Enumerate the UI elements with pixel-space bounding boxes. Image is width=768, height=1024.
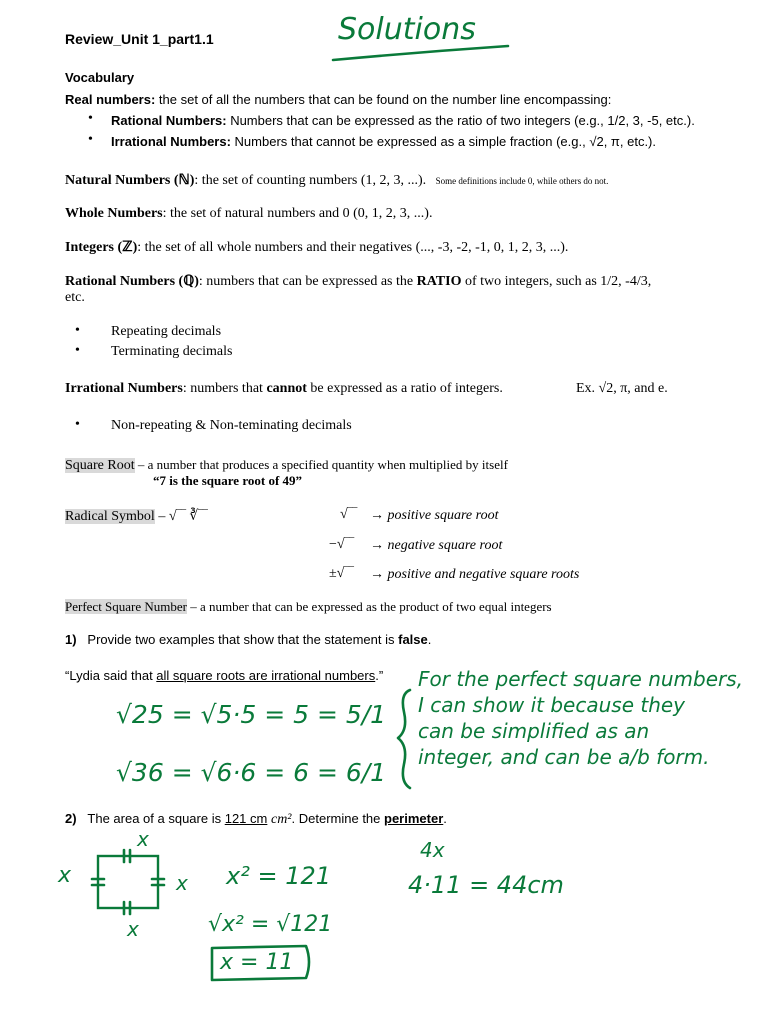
question-1-number: 1): [65, 632, 77, 647]
plusminus-root-text: → positive and negative square roots: [370, 567, 580, 582]
question-1-text-b: .: [427, 632, 432, 647]
page-title: Review_Unit 1_part1.1: [65, 31, 214, 47]
question-1-false-word: false: [398, 632, 428, 647]
irrational-vocab-label: Irrational Numbers:: [111, 134, 231, 149]
square-root-example: “7 is the square root of 49”: [153, 473, 303, 488]
handwritten-equation-36: √36 = √6·6 = 6 = 6/1: [116, 758, 387, 787]
square-root-label: Square Root: [65, 458, 135, 473]
question-1-text-a: Provide two examples that show that the statement is: [87, 632, 399, 647]
rational-vocab-text: Numbers that can be expressed as the ratio of two integers (e.g., 1/2, 3, -5, etc.).: [226, 113, 695, 128]
handwritten-sqrt-equation: √x² = √121: [208, 912, 333, 937]
explanation-brace: [398, 690, 410, 788]
square-side-label-left: x: [58, 863, 72, 888]
square-drawing: [98, 856, 158, 908]
rational-numbers-text-b: of two integers, such as 1/2, -4/3,: [461, 274, 652, 289]
bullet: •: [88, 111, 93, 126]
irrational-vocab-text: Numbers that cannot be expressed as a simple fraction (e.g., √2, π, etc.).: [230, 134, 656, 149]
radical-symbols: – √‾‾ ∛‾‾: [154, 509, 208, 524]
handwritten-area-equation: x² = 121: [226, 862, 331, 890]
rational-ratio-word: RATIO: [416, 274, 462, 289]
question-2-text-a: The area of a square is: [87, 811, 225, 826]
bullet: •: [75, 323, 80, 338]
bullet: •: [75, 343, 80, 358]
solutions-underline: [333, 46, 508, 60]
rational-numbers-text-a: : numbers that can be expressed as the: [198, 274, 417, 289]
irrational-bullet-nonrepeating: Non-repeating & Non-teminating decimals: [111, 418, 352, 433]
quote-underlined: all square roots are irrational numbers: [156, 668, 376, 683]
handwritten-perimeter-answer: 4·11 = 44cm: [408, 871, 564, 899]
rational-bullet-terminating: Terminating decimals: [111, 344, 233, 359]
real-numbers-text: the set of all the numbers that can be found on the number line encompassing:: [155, 92, 612, 107]
vocabulary-heading: Vocabulary: [65, 70, 135, 85]
negative-root-text: → negative square root: [370, 538, 503, 553]
perfect-square-label: Perfect Square Number: [65, 599, 188, 614]
bullet: •: [75, 417, 80, 432]
handwritten-perimeter-formula: 4x: [420, 838, 445, 862]
question-2-number: 2): [65, 811, 77, 826]
rational-bullet-repeating: Repeating decimals: [111, 324, 222, 339]
square-side-label-right: x: [176, 871, 188, 895]
positive-root-symbol: √‾‾: [340, 507, 358, 522]
handwritten-explanation-line-3: can be simplified as an: [418, 719, 650, 743]
quote-text-b: .”: [375, 668, 384, 683]
bullet: •: [88, 132, 93, 147]
quote-text-a: “Lydia said that: [65, 668, 157, 683]
answer-box: [212, 946, 309, 980]
rational-vocab-label: Rational Numbers:: [111, 113, 227, 128]
question-2-perimeter-word: perimeter: [384, 811, 444, 826]
irrational-numbers-label: Irrational Numbers: [65, 381, 183, 396]
irrational-cannot-word: cannot: [266, 381, 307, 396]
rational-numbers-label: Rational Numbers (ℚ): [65, 274, 199, 289]
whole-numbers-text: : the set of natural numbers and 0 (0, 1, 2, 3, ...).: [162, 206, 433, 221]
natural-numbers-text: : the set of counting numbers (1, 2, 3, ...).: [194, 173, 427, 188]
integers-label: Integers (ℤ): [65, 240, 138, 255]
handwritten-equation-25: √25 = √5·5 = 5 = 5/1: [116, 700, 387, 729]
integers-text: : the set of all whole numbers and their negatives (..., -3, -2, -1, 0, 1, 2, 3, ...).: [137, 240, 569, 255]
solutions-handwritten: Solutions: [338, 12, 476, 47]
irrational-numbers-text-b: be expressed as a ratio of integers.: [306, 381, 503, 396]
irrational-example: Ex. √2, π, and e.: [576, 381, 668, 396]
square-side-label-bottom: x: [127, 917, 139, 941]
radical-symbol-label: Radical Symbol: [65, 509, 155, 524]
whole-numbers-label: Whole Numbers: [65, 206, 163, 221]
plusminus-root-symbol: ±√‾‾: [329, 566, 354, 581]
rational-numbers-etc: etc.: [65, 290, 85, 305]
handwritten-explanation-line-1: For the perfect square numbers,: [418, 667, 744, 691]
handwritten-answer-x: x = 11: [220, 950, 294, 975]
square-root-text: – a number that produces a specified quantity when multiplied by itself: [134, 457, 508, 472]
perfect-square-text: – a number that can be expressed as the product of two equal integers: [187, 599, 552, 614]
handwritten-explanation-line-4: integer, and can be a/b form.: [418, 745, 710, 769]
natural-numbers-label: Natural Numbers (ℕ): [65, 173, 195, 188]
real-numbers-label: Real numbers:: [65, 92, 156, 107]
handwritten-explanation-line-2: I can show it because they: [418, 693, 686, 717]
question-2-text-b: . Determine the: [291, 811, 385, 826]
negative-root-symbol: −√‾‾: [329, 537, 354, 552]
irrational-numbers-text-a: : numbers that: [182, 381, 267, 396]
square-side-label-top: x: [137, 827, 149, 851]
question-2-text-c: .: [443, 811, 447, 826]
question-2-unit: cm²: [270, 812, 292, 827]
question-2-area: 121 cm: [224, 811, 268, 826]
positive-root-text: → positive square root: [370, 508, 499, 523]
natural-numbers-note: Some definitions include 0, while others do not.: [435, 176, 609, 186]
